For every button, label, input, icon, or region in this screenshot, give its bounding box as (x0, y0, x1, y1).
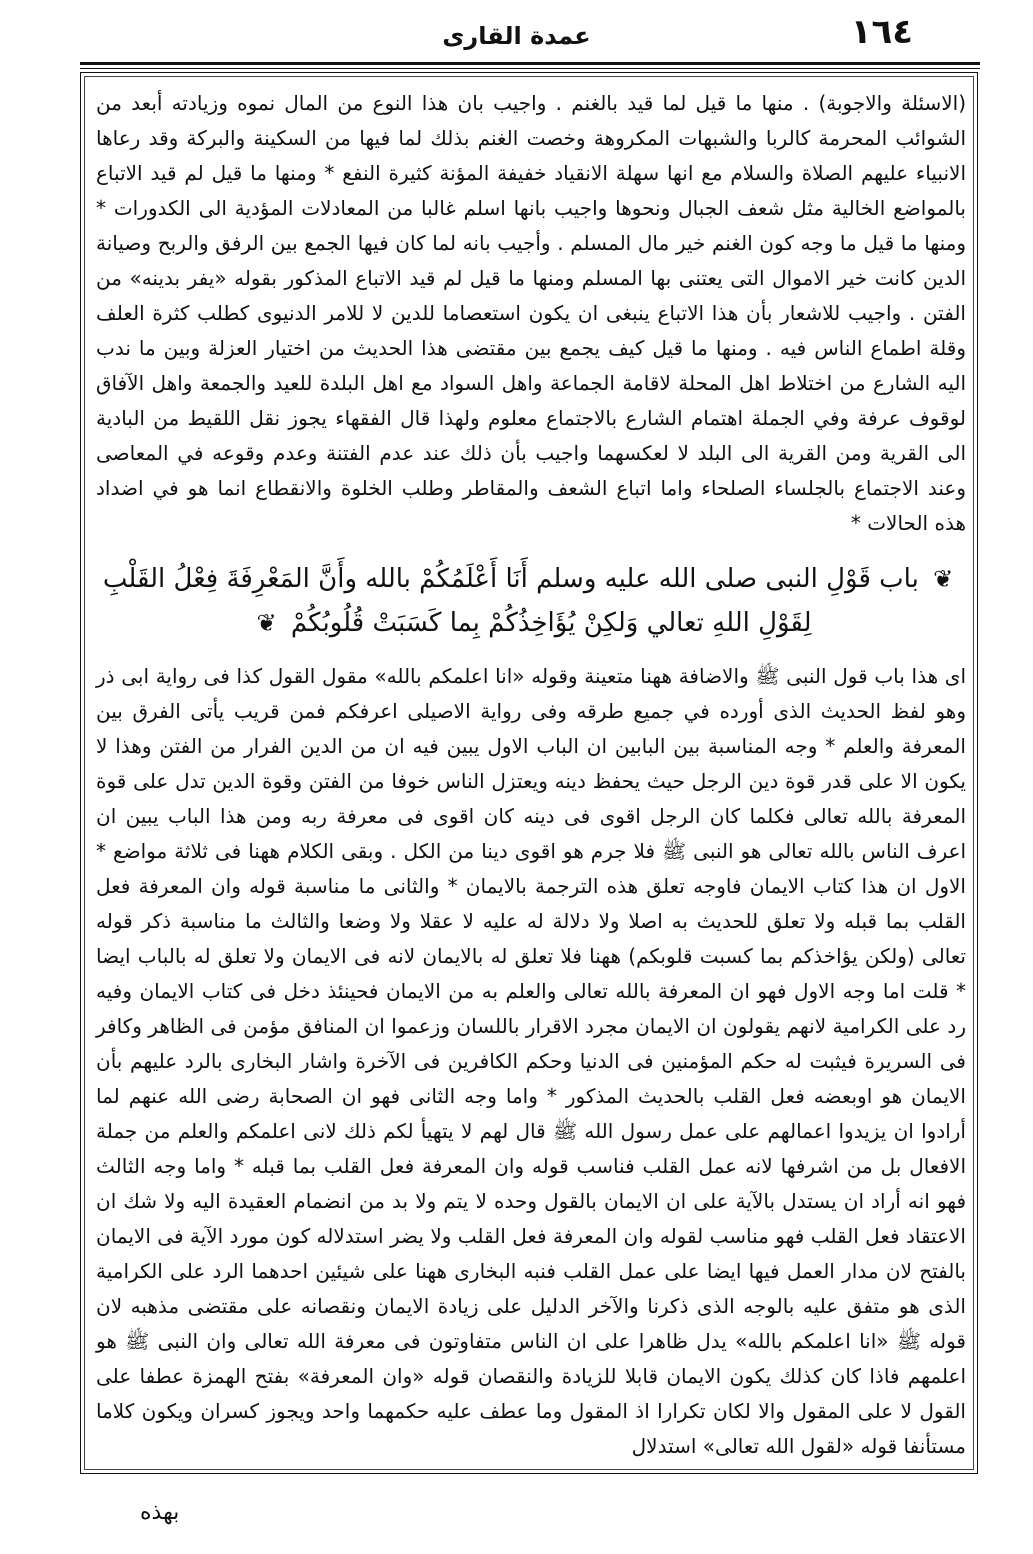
top-rule-thin (80, 68, 980, 69)
chapter-heading-text: باب قَوْلِ النبى صلى الله عليه وسلم أَنَا أَعْلَمُكُمْ بالله وأَنَّ المَعْرِفَةَ فِعْلُ القَلْبِ لِقَوْلِ اللهِ تعالي وَلكِنْ يُؤَاخِذُكُمْ بِما كَسَبَتْ قُلُوبُكُمْ (102, 564, 919, 638)
questions-answers-section (96, 86, 966, 541)
catchword: بهذه (140, 1500, 180, 1525)
page-content (96, 86, 966, 1464)
commentary-section (96, 659, 966, 1464)
chapter-heading (96, 557, 966, 645)
ornament-right-icon: ❦ (256, 609, 277, 637)
paragraph-questions-answers: (الاسئلة والاجوبة) . منها ما قيل لما قيد بالغنم . واجيب بان هذا النوع من المال نموه وزيادته أبعد من الشوائب المحرمة كالربا والشبهات المكروهة وخصت الغنم بذلك لما فيها من السكينة والبركة وقد رعاها الانبياء عليهم الصلاة والسلام مع انها سهلة الانقياد خفيفة المؤنة كثيرة النفع * ومنها ما قيل لم قيد الاتباع بالمواضع الخالية مثل شعف الجبال ونحوها واجيب بانها اسلم غالبا من المعادلات المؤدية الى الكدورات * ومنها ما قيل ما وجه كون الغنم خير مال المسلم . وأجيب بانه لما كان فيها الجمع بين الرفق والربح وصيانة الدين كانت خير الاموال التى يعتنى بها المسلم ومنها ما قيل لم قيد الاتباع المذكور بقوله «يفر بدينه» من الفتن . واجيب للاشعار بأن هذا الاتباع ينبغى ان يكون استعصاما للدين لا للامر الدنيوى كطلب كثرة العلف وقلة اطماع الناس فيه . ومنها ما قيل كيف يجمع بين مقتضى هذا الحديث من اختيار العزلة وبين ما ندب اليه الشارع من اختلاط اهل المحلة لاقامة الجماعة واهل السواد مع اهل البلدة للعيد والجمعة واهل الآفاق لوقوف عرفة وفي الجملة اهتمام الشارع بالاجتماع معلوم ولهذا قال الفقهاء يجوز نقل اللقيط من البادية الى القرية ومن القرية الى البلد لا لعكسهما واجيب بأن ذلك عند عدم الفتنة وعدم وقوعه في المعاصى وعند الاجتماع بالجلساء الصلحاء واما اتباع الشعف والمقاطر وطلب الخلوة والانقطاع انما هو في اضداد هذه الحالات * (96, 91, 966, 535)
top-rule (80, 62, 980, 65)
paragraph-commentary: اى هذا باب قول النبى ﷺ والاضافة ههنا متعينة وقوله «انا اعلمكم بالله» مقول القول كذا فى رواية ابى ذر وهو لفظ الحديث الذى أورده في جميع طرقه وفى رواية الاصيلى اعرفكم فمن قريب يأتى الفرق بين المعرفة والعلم * وجه المناسبة بين البابين ان الباب الاول يبين فيه ان من الدين الفرار من الفتن وهذا لا يكون الا على قدر قوة دين الرجل حيث يحفظ دينه ويعتزل الناس خوفا من الفتن وقوة الدين تدل على قوة المعرفة بالله تعالى فكلما كان الرجل اقوى فى دينه كان اقوى فى معرفة ربه ومن هذا الباب يبين ان اعرف الناس بالله تعالى هو النبى ﷺ فلا جرم هو اقوى دينا من الكل . وبقى الكلام ههنا فى ثلاثة مواضع * الاول ان هذا كتاب الايمان فاوجه تعلق هذه الترجمة بالايمان * والثانى ما مناسبة قوله وان المعرفة فعل القلب بما قبله ولا تعلق للحديث به اصلا ولا دلالة له عليه لا عقلا ولا وضعا والثالث ما مناسبة ذكر قوله تعالى (ولكن يؤاخذكم بما كسبت قلوبكم) ههنا فلا تعلق له بالايمان لانه فى الايمان ولا تعلق له بالباب ايضا * قلت اما وجه الاول فهو ان المعرفة بالله تعالى والعلم به من الايمان فحينئذ دخل فى كتاب الايمان وفيه رد على الكرامية لانهم يقولون ان الايمان مجرد الاقرار باللسان وزعموا ان المنافق مؤمن فى الظاهر وكافر فى السريرة فيثبت له حكم المؤمنين فى الدنيا وحكم الكافرين فى الآخرة واشار البخارى بالرد عليهم بأن الايمان هو اوبعضه فعل القلب بالحديث المذكور * واما وجه الثانى فهو ان الصحابة رضى الله عنهم لما أرادوا ان يزيدوا اعمالهم على عمل رسول الله ﷺ قال لهم لا يتهيأ لكم ذلك لانى اعلمكم والعلم من جملة الافعال بل من اشرفها لانه عمل القلب فناسب قوله وان المعرفة فعل القلب بما قبله * واما وجه الثالث فهو انه أراد ان يستدل بالآية على ان الايمان بالقول وحده لا يتم ولا بد من انضمام العقيدة اليه ولا شك ان الاعتقاد فعل القلب فهو مناسب لقوله وان المعرفة فعل القلب ولا يضر استدلاله كون مورد الآية فى الايمان بالفتح لان مدار العمل فيها ايضا على عمل القلب فنبه البخارى ههنا على شيئين احدهما الرد على الكرامية الذى هو متفق عليه بالوجه الذى ذكرنا والآخر الدليل على زيادة الايمان ونقصانه على مقتضى مذهبه لان قوله ﷺ «انا اعلمكم بالله» يدل ظاهرا على ان الناس متفاوتون فى معرفة الله تعالى وان النبى ﷺ هو اعلمهم فاذا كان كذلك يكون الايمان قابلا للزيادة والنقصان قوله «وان المعرفة» بفتح الهمزة عطفا على القول لا على المقول والا لكان تكرارا اذ المقول وما عطف عليه حكمهما واحد ويجوز كسران ويكون كلاما مستأنفا قوله «لقول الله تعالى» استدلال (96, 664, 966, 1458)
page-number: ١٦٤ (850, 12, 913, 52)
ornament-left-icon: ❦ (933, 565, 954, 593)
running-title: عمدة القارى (442, 22, 591, 50)
